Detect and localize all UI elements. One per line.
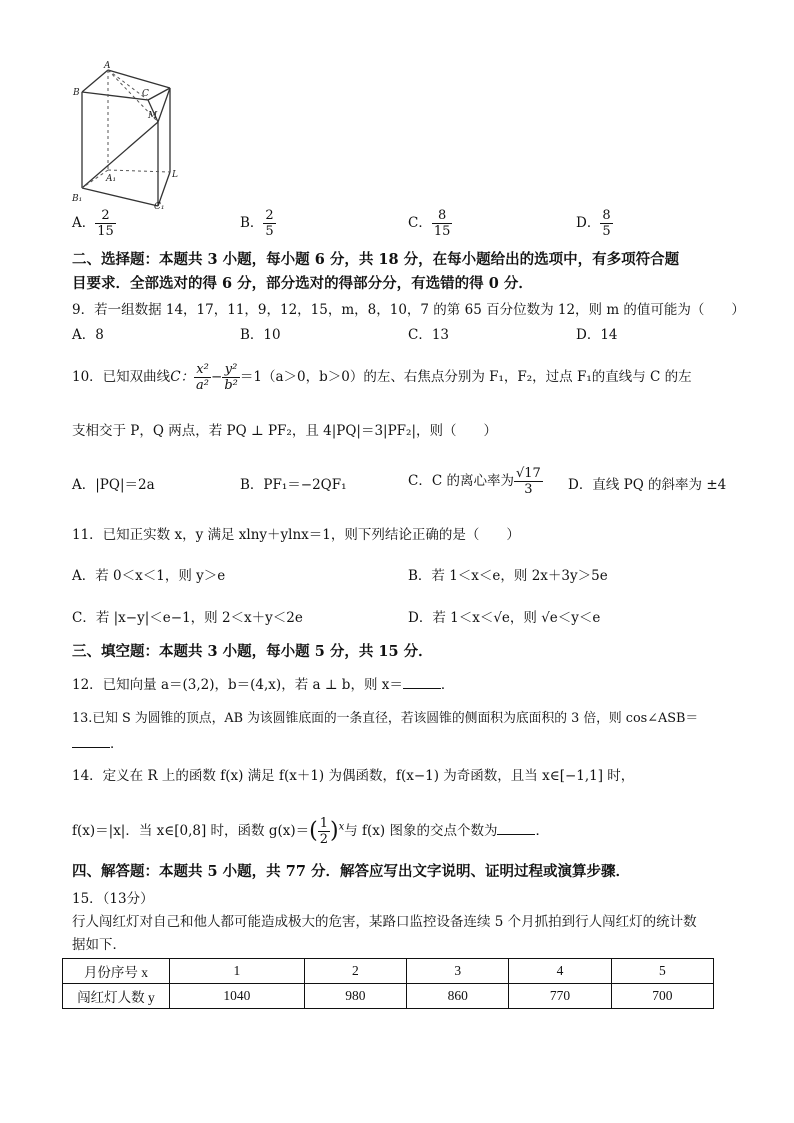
q13-answer-blank — [72, 735, 110, 748]
label-A: A — [104, 61, 111, 71]
table-cell: 770 — [509, 984, 611, 1009]
q10-option-c: C．C 的离心率为 $\frac{√17}{3}$ — [408, 466, 541, 497]
q9-option-a: A．8 — [72, 327, 104, 343]
table-cell: 4 — [509, 959, 611, 984]
q11-option-d: D．若 1＜x＜√e，则 √e＜y＜e — [408, 610, 601, 626]
table-row-label-month: 月份序号 x — [63, 959, 170, 984]
q12: 12．已知向量 a＝(3,2)，b＝(4,x)，若 a ⊥ b，则 x＝ ． — [72, 677, 455, 693]
label-B: B — [73, 88, 80, 98]
q14-line2: f(x)＝|x|．当 x∈[0,8] 时，函数 g(x)＝( $\frac{1}{2}$ )$^x$与 f(x) 图象的交点个数为 ． — [72, 816, 549, 847]
label-A1: A₁ — [106, 174, 117, 184]
table-cell: 3 — [407, 959, 509, 984]
section2-heading-line2: 目要求．全部选对的得 6 分，部分选对的得部分分，有选错的得 0 分． — [72, 275, 533, 292]
q11-option-b: B．若 1＜x＜e，则 2x＋3y＞5e — [408, 568, 608, 584]
q15-line1: 行人闯红灯对自己和他人都可能造成极大的危害，某路口监控设备连续 5 个月抓拍到行人闯红灯的统计数 — [72, 914, 697, 930]
table-cell: 2 — [304, 959, 406, 984]
q9-stem: 9．若一组数据 14，17，11，9，12，15，m，8，10，7 的第 65 百分位数为 12，则 m 的值可能为（ ） — [72, 302, 745, 318]
table-cell: 860 — [407, 984, 509, 1009]
table-cell: 1 — [170, 959, 305, 984]
label-C: C — [142, 89, 149, 99]
q8-option-c: C． $\frac{8}{15}$ — [408, 208, 451, 239]
q15-line2: 据如下． — [72, 937, 126, 953]
label-B1: B₁ — [72, 194, 83, 204]
table-row — [63, 984, 714, 1009]
section4-heading: 四、解答题：本题共 5 小题，共 77 分．解答应写出文字说明、证明过程或演算步骤． — [72, 863, 630, 880]
q9-option-c: C．13 — [408, 327, 450, 343]
q8-option-b: B． $\frac{2}{5}$ — [240, 208, 274, 239]
table-row — [63, 959, 714, 984]
label-L: L — [172, 170, 178, 180]
q10-option-b: B．PF₁＝−2QF₁ — [240, 477, 347, 493]
table-cell: 980 — [304, 984, 406, 1009]
q14-line1: 14．定义在 R 上的函数 f(x) 满足 f(x＋1) 为偶函数，f(x−1) 为奇函数，且当 x∈[−1,1] 时， — [72, 768, 635, 784]
q9-option-b: B．10 — [240, 327, 281, 343]
q9-option-d: D．14 — [576, 327, 618, 343]
q10-option-d: D．直线 PQ 的斜率为 ±4 — [568, 477, 727, 493]
q8-option-d: D． $\frac{8}{5}$ — [576, 208, 611, 239]
section3-heading: 三、填空题：本题共 3 小题，每小题 5 分，共 15 分． — [72, 643, 433, 660]
q15-title: 15．（13分） — [72, 891, 154, 907]
q12-answer-blank — [403, 676, 441, 689]
q13-line2: ． — [72, 735, 124, 753]
table-row-label-count: 闯红灯人数 y — [63, 984, 170, 1009]
q10-option-a: A．|PQ|＝2a — [72, 477, 155, 493]
section2-heading-line1: 二、选择题：本题共 3 小题，每小题 6 分，共 18 分，在每小题给出的选项中，有多项符合题 — [72, 251, 680, 268]
q11-stem: 11．已知正实数 x，y 满足 xlny＋ylnx＝1，则下列结论正确的是（ ） — [72, 527, 520, 543]
table-cell: 1040 — [170, 984, 305, 1009]
q8-option-a: A． $\frac{2}{15}$ — [72, 208, 114, 239]
q10-stem: 10．已知双曲线C： $\frac{\text{x²}}{\text{a²}}$ − $\frac{\text{y²}}{\text{b²}}$ ＝1（a＞0，b＞0）的左、右焦点分别为 F₁，F₂，过点 F₁的直线与 C 的左 — [72, 362, 692, 393]
q10-stem-line2: 支相交于 P，Q 两点，若 PQ ⊥ PF₂，且 4|PQ|＝3|PF₂|，则（ ） — [72, 423, 497, 439]
label-C1: C₁ — [154, 202, 165, 210]
q13-line1: 13.已知 S 为圆锥的顶点，AB 为该圆锥底面的一条直径，若该圆锥的侧面积为底面积的 3 倍，则 cos∠ASB＝ — [72, 711, 699, 726]
label-M: M — [148, 111, 158, 121]
statistics-table — [62, 958, 714, 1009]
table-cell: 5 — [611, 959, 713, 984]
q11-option-a: A．若 0＜x＜1，则 y＞e — [72, 568, 226, 584]
prism-figure — [70, 60, 188, 210]
q11-option-c: C．若 |x−y|＜e−1，则 2＜x＋y＜2e — [72, 610, 303, 626]
table-cell: 700 — [611, 984, 713, 1009]
q14-answer-blank — [497, 822, 535, 835]
